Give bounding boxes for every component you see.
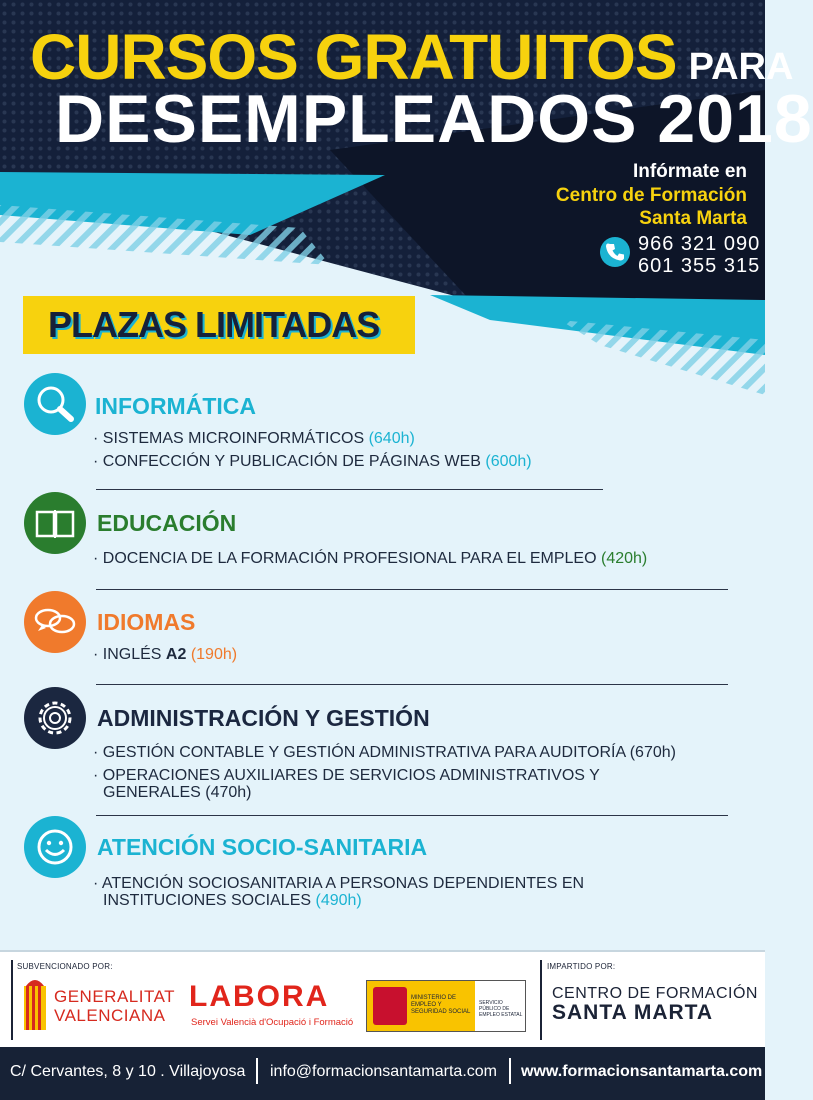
impartido-label: IMPARTIDO POR: (547, 962, 616, 971)
book-icon (24, 492, 86, 554)
divider (11, 960, 13, 1040)
course-item (93, 875, 753, 909)
address-text: C/ Cervantes, 8 y 10 . Villajoyosa (10, 1063, 246, 1080)
magnifier-icon (24, 373, 86, 435)
generalitat-logo-text (54, 987, 175, 1025)
course-hours: (190h) (190, 646, 238, 663)
divider (540, 960, 542, 1040)
course-text: · SISTEMAS MICROINFORMÁTICOS (93, 430, 365, 447)
separator (509, 1058, 511, 1084)
course-item (93, 646, 753, 663)
subvencionado-label: SUBVENCIONADO POR: (17, 962, 113, 971)
title-main: CURSOS GRATUITOS (30, 21, 677, 93)
labora-subtitle: Servei Valencià d'Ocupació i Formació (191, 1017, 354, 1028)
title-line-2: DESEMPLEADOS 2018 (55, 81, 813, 157)
separator (256, 1058, 258, 1084)
divider (96, 589, 728, 590)
ministerio-logo (366, 980, 526, 1032)
course-text: · INGLÉS (93, 646, 162, 663)
contact-info (556, 160, 747, 230)
coat-of-arms-icon (373, 987, 407, 1025)
course-text: · OPERACIONES AUXILIARES DE SERVICIOS ADMINISTRATIVOS Y (93, 767, 600, 784)
ministerio-text: MINISTERIO DE EMPLEO Y SEGURIDAD SOCIAL (411, 995, 471, 1015)
section-title-administracion: ADMINISTRACIÓN Y GESTIÓN (97, 705, 430, 731)
smiley-icon (24, 816, 86, 878)
course-hours: (640h) (368, 430, 415, 447)
course-text: · ATENCIÓN SOCIOSANITARIA A PERSONAS DEPENDIENTES EN (93, 875, 585, 892)
website-link[interactable]: www.formacionsantamarta.com (521, 1063, 763, 1080)
course-item (93, 430, 753, 447)
course-hours: (490h) (315, 892, 362, 909)
course-text: · CONFECCIÓN Y PUBLICACIÓN DE PÁGINAS WEB (93, 453, 481, 470)
servicio-text: SERVICIO PÚBLICO DE EMPLEO ESTATAL (479, 1000, 523, 1018)
generalitat-line-2: VALENCIANA (54, 1006, 166, 1025)
course-text: · DOCENCIA DE LA FORMACIÓN PROFESIONAL PARA EL EMPLEO (93, 550, 597, 567)
course-hours: (420h) (600, 550, 648, 567)
email-link[interactable]: info@formacionsantamarta.com (270, 1063, 497, 1080)
plazas-limitadas-badge (23, 296, 415, 354)
course-level: A2 (165, 646, 187, 663)
course-item (93, 550, 753, 567)
generalitat-crest-icon (20, 976, 50, 1034)
cf-logo-line-1: CENTRO DE FORMACIÓN (552, 985, 758, 1002)
divider (96, 815, 728, 816)
center-name-2: Santa Marta (639, 208, 747, 229)
phone-number-2[interactable]: 601 355 315 (638, 255, 761, 277)
course-text: INSTITUCIONES SOCIALES (103, 892, 312, 909)
course-text-line2: GENERALES (470h) (103, 784, 252, 801)
section-title-informatica: INFORMÁTICA (95, 393, 256, 419)
section-title-educacion: EDUCACIÓN (97, 510, 237, 536)
course-item (93, 453, 753, 470)
phone-numbers (638, 233, 760, 277)
generalitat-line-1: GENERALITAT (54, 987, 176, 1006)
divider (96, 489, 603, 490)
center-name-1: Centro de Formación (555, 185, 747, 206)
section-title-idiomas: IDIOMAS (97, 609, 196, 635)
badge-label: PLAZAS LIMITADAS (48, 304, 380, 345)
phone-number-1[interactable]: 966 321 090 (638, 233, 761, 255)
cf-logo-line-2: SANTA MARTA (552, 1001, 714, 1024)
course-item (93, 767, 753, 801)
labora-logo: LABORA (189, 980, 330, 1013)
info-label: Infórmate en (632, 161, 747, 182)
divider (96, 684, 728, 685)
course-text-line2 (93, 892, 753, 909)
course-hours: (600h) (485, 453, 532, 470)
section-title-atencion: ATENCIÓN SOCIO-SANITARIA (97, 834, 428, 860)
speech-bubbles-icon (24, 591, 86, 653)
phone-icon (600, 237, 630, 267)
title-para: PARA (688, 46, 794, 88)
course-item: · GESTIÓN CONTABLE Y GESTIÓN ADMINISTRATIVA PARA AUDITORÍA (670h) (93, 744, 676, 761)
gear-icon (24, 687, 86, 749)
